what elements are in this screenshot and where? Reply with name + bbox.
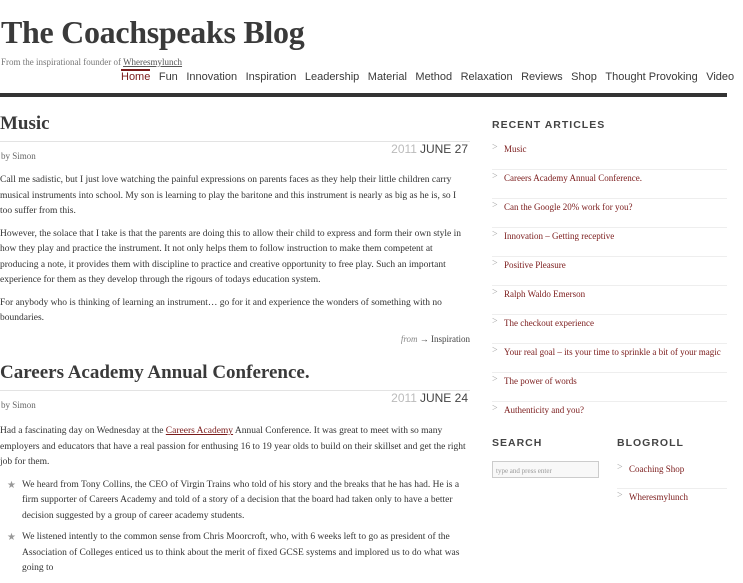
- list-item-text: We listened intently to the common sense from Chris Moorcroft, who, with 6 weeks left to go as president of the Association of Colleges enticed us to think about the merit of fixed GCSE systems and implored us to do what was going to: [22, 532, 460, 573]
- post-day: JUNE 24: [419, 391, 468, 405]
- nav-item-thought-provoking[interactable]: Thought Provoking: [605, 71, 698, 83]
- main-nav: [121, 71, 743, 87]
- nav-item-reviews[interactable]: Reviews: [521, 71, 563, 83]
- post-body: [0, 173, 470, 327]
- recent-article[interactable]: [492, 257, 727, 286]
- blogroll-link[interactable]: [617, 489, 727, 516]
- recent-article[interactable]: [492, 373, 727, 402]
- careers-academy-link[interactable]: Careers Academy: [165, 426, 234, 436]
- intro-text: Annual Conference. It was great to meet with so many employers and educators that have a real passion for enthusing 16 to 19 year olds to build on their skillset and get the right job for them.: [0, 426, 466, 467]
- nav-item-relaxation[interactable]: Relaxation: [460, 71, 513, 83]
- blogroll-heading: BLOGROLL: [617, 437, 684, 449]
- post-year: 2011: [391, 391, 417, 405]
- from-label: from: [400, 333, 418, 344]
- recent-article[interactable]: [492, 228, 727, 257]
- post-body: [0, 424, 470, 577]
- recent-article-label: Music: [504, 144, 527, 154]
- post-paragraph: Call me sadistic, but I just love watching the painful expressions on parents faces as they help their little children carry musical instruments into school. My son is learning to play the baritone and this instrument is nearly as big as he is, so I too suffer from this.: [0, 175, 457, 216]
- blogroll-label: Coaching Shop: [629, 464, 685, 474]
- nav-item-method[interactable]: Method: [415, 71, 453, 83]
- post: [0, 362, 470, 583]
- search-input[interactable]: type and press enter: [492, 461, 599, 478]
- arrow-icon: >: [492, 200, 498, 211]
- recent-article-label: Careers Academy Annual Conference.: [504, 173, 642, 183]
- post-title[interactable]: Music: [0, 113, 50, 134]
- list-item: [7, 530, 470, 577]
- arrow-icon: >: [492, 258, 498, 269]
- recent-article-label: Can the Google 20% work for you?: [504, 202, 633, 212]
- post-meta: [0, 391, 470, 411]
- recent-article[interactable]: [492, 170, 727, 199]
- intro-text: Had a fascinating day on Wednesday at the: [0, 426, 166, 436]
- nav-item-inspiration[interactable]: Inspiration: [245, 71, 297, 83]
- arrow-icon: >: [492, 345, 498, 356]
- recent-article[interactable]: [492, 315, 727, 344]
- recent-article[interactable]: [492, 402, 727, 430]
- post-paragraph: However, the solace that I take is that the parents are doing this to allow their child to express and form their own style in how they play and practice the instrument. It not only helps them to follow instruction to make them competent at producing a note, it provides them with discipline to practice and creative opportunity to free play. Such an important experience for them as they develop through the rigours of todays education system.: [0, 228, 462, 285]
- nav-item-innovation[interactable]: Innovation: [186, 71, 238, 83]
- post-author: by Simon: [1, 151, 36, 161]
- post-paragraph: [0, 424, 470, 471]
- nav-item-shop[interactable]: Shop: [571, 71, 597, 83]
- recent-article[interactable]: [492, 199, 727, 228]
- recent-article[interactable]: [492, 344, 727, 373]
- blogroll-link[interactable]: [617, 461, 727, 489]
- nav-divider: [0, 93, 727, 97]
- arrow-icon: >: [492, 403, 498, 414]
- post-category-line: [0, 334, 470, 344]
- recent-article-label: Innovation – Getting receptive: [504, 231, 615, 241]
- nav-item-leadership[interactable]: Leadership: [304, 71, 360, 83]
- nav-item-fun[interactable]: Fun: [158, 71, 178, 83]
- star-icon: ★: [7, 479, 16, 491]
- recent-article-label: Ralph Waldo Emerson: [504, 289, 586, 299]
- star-icon: ★: [7, 532, 16, 543]
- search-widget: [492, 437, 552, 475]
- post-paragraph: For anybody who is thinking of learning an instrument… go for it and experience the wonders of something with no boundaries.: [0, 297, 442, 323]
- tagline-link[interactable]: Wheresmylunch: [123, 57, 183, 67]
- sidebar: [492, 119, 727, 430]
- bullet-list: [0, 478, 470, 577]
- recent-article-label: Positive Pleasure: [504, 260, 566, 270]
- recent-article[interactable]: [492, 141, 727, 170]
- category-link[interactable]: Inspiration: [431, 333, 470, 344]
- arrow-icon: >: [492, 374, 498, 385]
- list-item: [7, 478, 470, 525]
- nav-item-home[interactable]: Home: [121, 71, 151, 83]
- nav-item-material[interactable]: Material: [367, 71, 407, 83]
- arrow-icon: >: [617, 462, 623, 473]
- tagline-text: From the inspirational founder of: [1, 57, 124, 67]
- recent-articles-heading: RECENT ARTICLES: [492, 119, 606, 131]
- post-date: [391, 391, 468, 405]
- arrow-icon: >: [492, 142, 498, 153]
- blogroll-widget: [617, 437, 727, 516]
- site-title[interactable]: The Coachspeaks Blog: [1, 14, 305, 50]
- post-day: JUNE 27: [419, 142, 468, 156]
- post-title[interactable]: Careers Academy Annual Conference.: [0, 362, 310, 383]
- post: [0, 113, 470, 344]
- post-date: [391, 142, 468, 156]
- post-meta: [0, 142, 470, 162]
- recent-article-label: The power of words: [504, 376, 577, 386]
- arrow-icon: >: [492, 316, 498, 327]
- blogroll-list: [617, 461, 727, 516]
- recent-article[interactable]: [492, 286, 727, 315]
- recent-article-label: The checkout experience: [504, 318, 594, 328]
- arrow-icon: >: [617, 490, 623, 501]
- arrow-icon: →: [419, 333, 429, 344]
- recent-articles-list: [492, 141, 727, 430]
- arrow-icon: >: [492, 171, 498, 182]
- site-tagline: [1, 57, 182, 67]
- search-heading: SEARCH: [492, 437, 543, 449]
- arrow-icon: >: [492, 287, 498, 298]
- list-item-text: We heard from Tony Collins, the CEO of Virgin Trains who told of his story and the breaks that he has had. He is a firm supporter of Careers Academy and told of a story of a decision that the board had taken only to have a better decision suggested by a group of career academy students.: [22, 479, 460, 521]
- post-author: by Simon: [1, 400, 36, 410]
- arrow-icon: >: [492, 229, 498, 240]
- recent-article-label: Authenticity and you?: [504, 405, 584, 415]
- post-year: 2011: [391, 142, 417, 156]
- nav-item-video[interactable]: Video: [706, 71, 735, 83]
- blogroll-label: Wheresmylunch: [629, 492, 688, 502]
- recent-article-label: Your real goal – its your time to sprinkle a bit of your magic: [504, 347, 721, 357]
